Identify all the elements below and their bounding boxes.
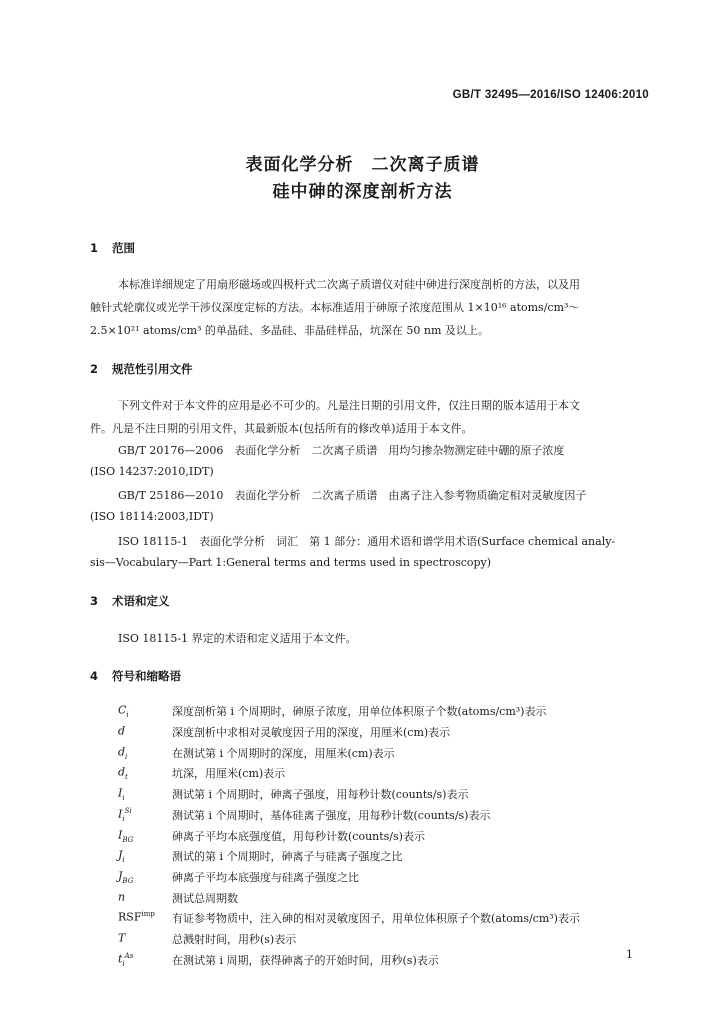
normative-line-5: GB/T 25186—2010 表面化学分析 二次离子质谱 由离子注入参考物质确定相对灵敏度因子 (118, 489, 587, 502)
scope-line-1: 本标准详细规定了用扇形磁场或四极杆式二次离子质谱仪对硅中砷进行深度剖析的方法，以及用 (118, 278, 580, 291)
symbol-row (118, 786, 658, 806)
symbol-description: 测试第 i 个周期时，砷离子强度，用每秒计数(counts/s)表示 (172, 788, 469, 801)
symbol-row (118, 869, 658, 889)
section-1-heading (90, 240, 135, 256)
symbol-description: 在测试第 i 个周期时的深度，用厘米(cm)表示 (172, 747, 395, 760)
symbol-row (118, 765, 658, 785)
symbol-description: 总溅射时间，用秒(s)表示 (172, 933, 297, 946)
symbol: $d_t$ (118, 765, 128, 781)
section-number: 2 (90, 362, 99, 376)
symbol-row (118, 828, 658, 848)
normative-line-8: sis—Vocabulary—Part 1:General terms and terms used in spectroscopy) (90, 556, 492, 569)
symbol: $I_{BG}$ (118, 828, 134, 844)
symbol-row (118, 724, 658, 744)
symbol: $J_i$ (118, 848, 125, 864)
symbol: d (118, 724, 126, 738)
symbol-description: 测试的第 i 个周期时，砷离子与硅离子强度之比 (172, 850, 403, 863)
symbol-description: 深度剖析第 i 个周期时，砷原子浓度，用单位体积原子个数(atoms/cm³)表示 (172, 705, 547, 718)
symbol: $t_i^{As}$ (118, 952, 134, 968)
symbol-row (118, 848, 658, 868)
document-title-line2: 硅中砷的深度剖析方法 (272, 182, 453, 202)
symbol-description: 有证参考物质中，注入砷的相对灵敏度因子，用单位体积原子个数(atoms/cm³)表示 (172, 912, 580, 925)
symbol-description: 测试第 i 个周期时，基体硅离子强度，用每秒计数(counts/s)表示 (172, 809, 491, 822)
section-3-heading (90, 593, 170, 609)
section-title: 范围 (112, 241, 135, 255)
section-number: 4 (90, 669, 99, 683)
document-title-line1: 表面化学分析 二次离子质谱 (245, 155, 480, 175)
scope-line-3: 2.5×10²¹ atoms/cm³ 的单晶硅、多晶硅、非晶硅样品，坑深在 50 nm 及以上。 (90, 324, 489, 337)
symbol-row (118, 703, 658, 723)
section-title: 规范性引用文件 (112, 362, 193, 376)
symbol: n (118, 890, 126, 904)
section-2-heading (90, 361, 193, 377)
symbol-description: 深度剖析中求相对灵敏度因子用的深度，用厘米(cm)表示 (172, 726, 451, 739)
symbol-row (118, 745, 658, 765)
symbol-description: 测试总周期数 (172, 892, 238, 905)
section-4-heading (90, 668, 181, 684)
symbol-description: 砷离子平均本底强度与硅离子强度之比 (172, 871, 359, 884)
section-title: 符号和缩略语 (112, 669, 181, 683)
normative-line-3: GB/T 20176—2006 表面化学分析 二次离子质谱 用均匀掺杂物测定硅中硼的原子浓度 (118, 444, 565, 457)
normative-line-4: (ISO 14237:2010,IDT) (90, 465, 214, 478)
symbol-row (118, 952, 658, 972)
symbol: $I_i^{Si}$ (118, 807, 132, 823)
symbol-description: 砷离子平均本底强度值，用每秒计数(counts/s)表示 (172, 830, 425, 843)
symbol: $RSF^{imp}$ (118, 910, 155, 924)
section-title: 术语和定义 (112, 594, 170, 608)
symbol-description: 在测试第 i 周期，获得砷离子的开始时间，用秒(s)表示 (172, 954, 439, 967)
standard-code: GB/T 32495—2016/ISO 12406:2010 (452, 89, 649, 101)
normative-line-2: 件。凡是不注日期的引用文件，其最新版本(包括所有的修改单)适用于本文件。 (90, 422, 473, 435)
symbol: $C_i$ (118, 703, 129, 719)
symbol: $d_i$ (118, 745, 128, 761)
symbol-row (118, 931, 658, 951)
normative-line-6: (ISO 18114:2003,IDT) (90, 510, 214, 523)
normative-line-1: 下列文件对于本文件的应用是必不可少的。凡是注日期的引用文件，仅注日期的版本适用于本文 (118, 399, 580, 412)
symbol-description: 坑深，用厘米(cm)表示 (172, 767, 286, 780)
symbol: $I_i$ (118, 786, 125, 802)
symbol-row (118, 807, 658, 827)
symbol: T (118, 931, 126, 945)
normative-line-7: ISO 18115-1 表面化学分析 词汇 第 1 部分：通用术语和谱学用术语(Surface chemical analy- (118, 535, 616, 548)
section-number: 3 (90, 594, 99, 608)
scope-line-2: 触针式轮廓仪或光学干涉仪深度定标的方法。本标准适用于砷原子浓度范围从 1×10¹⁶ atoms/cm³～ (90, 301, 580, 314)
section-number: 1 (90, 241, 99, 255)
symbol: $J_{BG}$ (118, 869, 134, 885)
terms-line-1: ISO 18115-1 界定的术语和定义适用于本文件。 (118, 632, 357, 645)
symbol-row (118, 890, 658, 910)
page-number: 1 (626, 948, 633, 961)
symbol-row (118, 910, 658, 930)
